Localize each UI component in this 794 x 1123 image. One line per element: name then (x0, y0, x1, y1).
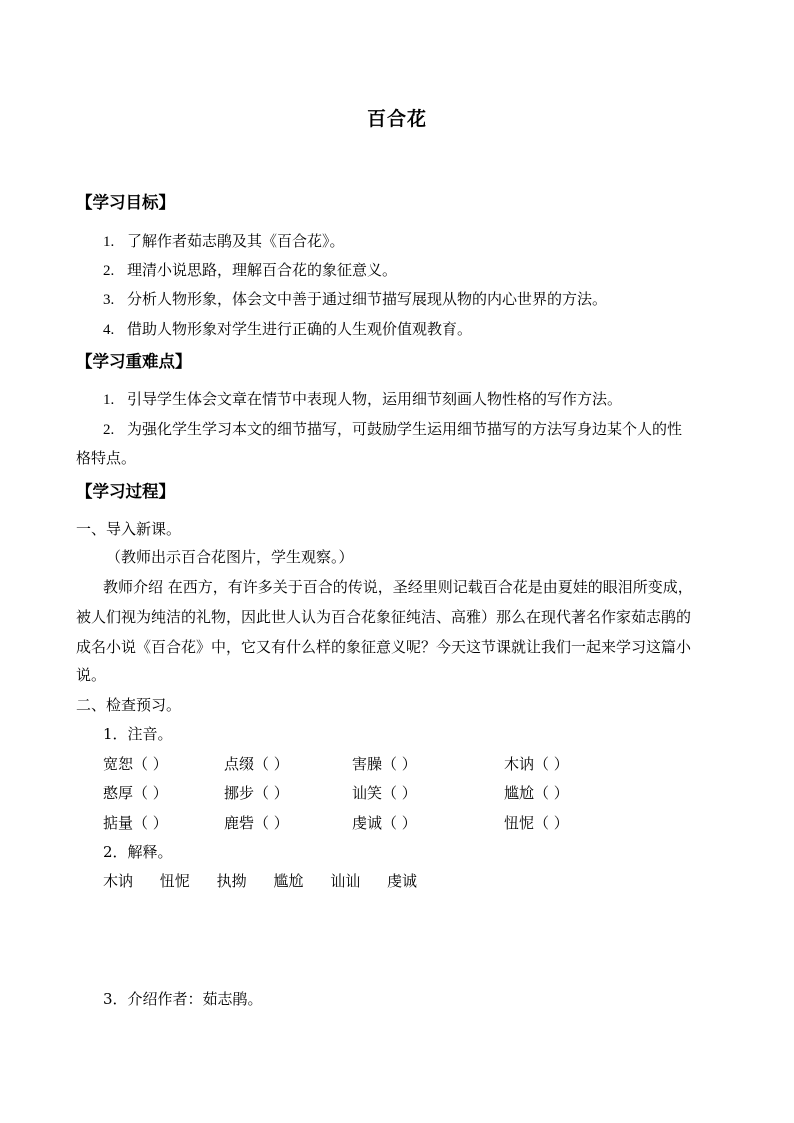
phonetic-cell: 鹿砦（ ） (224, 814, 289, 832)
phonetic-cell: 木讷（ ） (504, 755, 569, 773)
phonetic-cell: 点缀（ ） (224, 755, 289, 773)
part1-paragraph-line: 说。 (76, 666, 107, 684)
key-point-item: 1. 引导学生体会文章在情节中表现人物，运用细节刻画人物性格的写作方法。 (103, 390, 623, 408)
part1-paragraph-line: 被人们视为纯洁的礼物，因此世人认为百合花象征纯洁、高雅）那么在现代著名作家茹志鹃的 (76, 608, 692, 626)
phonetic-title: 1．注音。 (103, 725, 173, 743)
part2-title: 二、检查预习。 (76, 696, 182, 714)
key-point-item: 2. 为强化学生学习本文的细节描写，可鼓励学生运用细节描写的方法写身边某个人的性 (103, 420, 683, 438)
objective-item: 4. 借助人物形象对学生进行正确的人生观价值观教育。 (103, 320, 473, 338)
explain-word-list (103, 870, 439, 892)
explain-title: 2．解释。 (103, 843, 173, 861)
explain-word: 虔诚 (386, 872, 417, 890)
explain-word: 讪讪 (330, 872, 361, 890)
key-point-continuation: 格特点。 (76, 449, 137, 467)
document-title: 百合花 (366, 108, 427, 130)
objectives-heading: 【学习目标】 (76, 193, 175, 212)
explain-word: 执拗 (216, 872, 247, 890)
part1-paragraph-line: 成名小说《百合花》中，它又有什么样的象征意义呢？今天这节课就让我们一起来学习这篇小 (76, 638, 692, 656)
phonetic-cell: 讪笑（ ） (352, 784, 417, 802)
phonetic-cell: 宽恕（ ） (103, 755, 168, 773)
explain-word: 木讷 (103, 872, 134, 890)
part1-note: （教师出示百合花图片，学生观察。） (106, 548, 354, 566)
part1-paragraph-line: 教师介绍 在西方，有许多关于百合的传说，圣经里则记载百合花是由夏娃的眼泪所变成， (103, 578, 693, 596)
phonetic-cell: 害臊（ ） (352, 755, 417, 773)
key-points-heading: 【学习重难点】 (76, 352, 192, 371)
phonetic-cell: 挪步（ ） (224, 784, 289, 802)
explain-word: 忸怩 (159, 872, 190, 890)
phonetic-cell: 憨厚（ ） (103, 784, 168, 802)
explain-word: 尴尬 (273, 872, 304, 890)
author-title: 3．介绍作者：茹志鹃。 (103, 990, 263, 1008)
process-heading: 【学习过程】 (76, 482, 175, 501)
part1-title: 一、导入新课。 (76, 520, 182, 538)
phonetic-cell: 尴尬（ ） (504, 784, 569, 802)
phonetic-cell: 掂量（ ） (103, 814, 168, 832)
objective-item: 1. 了解作者茹志鹃及其《百合花》。 (103, 232, 345, 250)
phonetic-cell: 虔诚（ ） (352, 814, 417, 832)
phonetic-cell: 忸怩（ ） (504, 814, 569, 832)
objective-item: 3. 分析人物形象，体会文中善于通过细节描写展现从物的内心世界的方法。 (103, 290, 608, 308)
objective-item: 2. 理清小说思路，理解百合花的象征意义。 (103, 261, 398, 279)
